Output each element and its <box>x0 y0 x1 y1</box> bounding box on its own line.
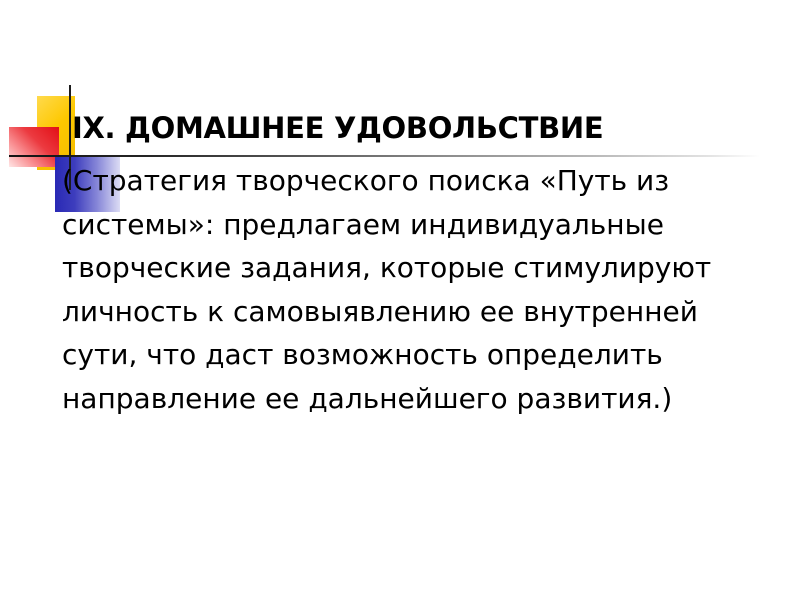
body-line: системы»: предлагаем индивидуальные <box>62 207 664 241</box>
body-line: творческие задания, которые стимулируют <box>62 251 712 284</box>
decor-red-square <box>9 127 59 167</box>
slide-title: IX. ДОМАШНЕЕ УДОВОЛЬСТВИЕ <box>72 111 604 145</box>
body-line: личность к самовыявлению ее внутренней <box>62 294 698 328</box>
body-line: (Стратегия творческого поиска «Путь из <box>62 164 670 197</box>
slide-body-text <box>62 159 742 420</box>
body-line: направление ее дальнейшего развития.) <box>62 381 673 415</box>
title-underline-rule <box>9 155 760 157</box>
body-line: сути, что даст возможность определить <box>62 338 663 371</box>
